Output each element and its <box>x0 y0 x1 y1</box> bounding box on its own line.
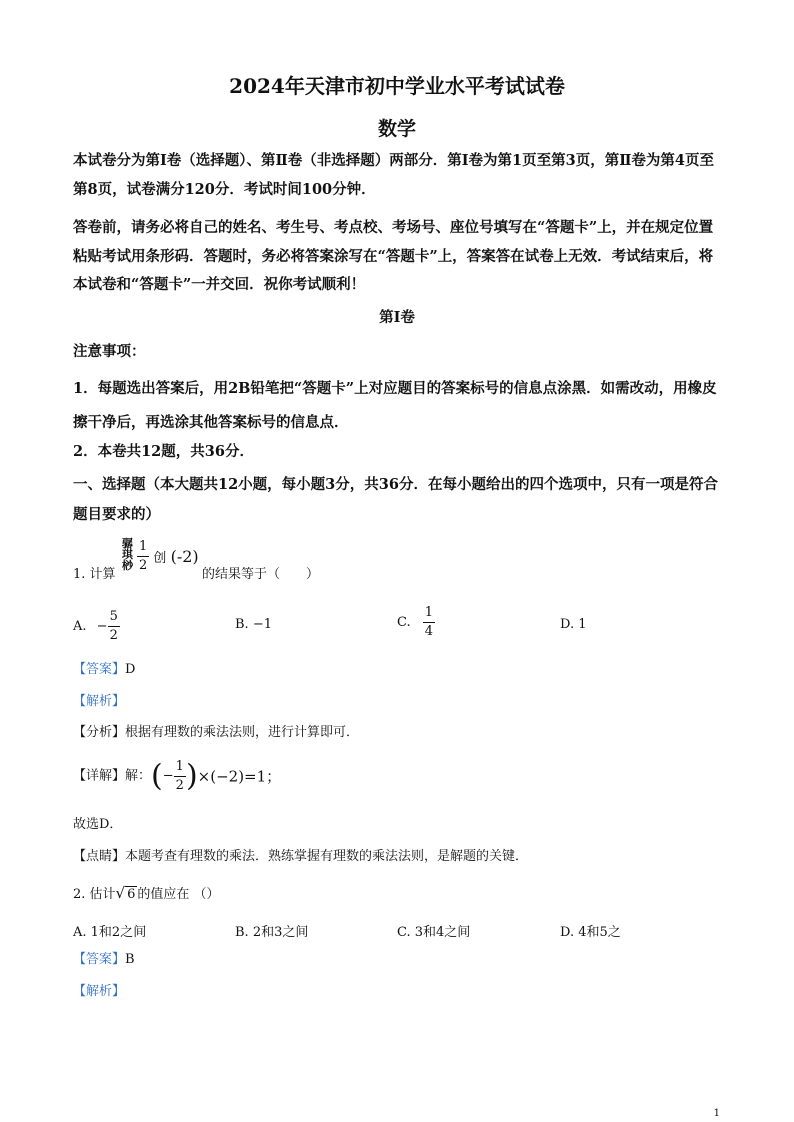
q1-option-c-label: C. <box>397 615 411 630</box>
q1-option-c <box>397 604 435 641</box>
q1-fenxi-text: 根据有理数的乘法法则，进行计算即可． <box>125 725 360 740</box>
q1-detail: 【详解】解：(− $\frac{1}{2}$ )×(−2)=1； <box>73 758 282 794</box>
q1-option-a-den: 2 <box>109 628 118 643</box>
q2-option-a: A. 1和2之间 <box>73 925 147 940</box>
q1-detail-open-paren: ( <box>151 758 163 794</box>
q1-option-a-num: 5 <box>108 608 120 627</box>
q1-expression <box>137 538 199 575</box>
q1-stem-prefix: 1. 计算 <box>73 567 116 582</box>
q1-frac-num: 1 <box>137 538 149 557</box>
intro-paragraph-2: 答卷前，请务必将自己的姓名、考生号、考点校、考场号、座位号填写在“答题卡”上，并在规定位置粘贴考试用条形码．答题时，务必将答案涂写在“答题卡”上，答案答在试卷上无效．考试结束后，将本试卷和“答题卡”一并交回．祝你考试顺利！ <box>73 219 714 293</box>
subject-title: 数学 <box>377 118 416 140</box>
page-number: 1 <box>713 1108 720 1119</box>
q1-arg: (-2) <box>170 547 199 566</box>
q2-answer-value: B <box>125 952 135 967</box>
q1-detail-den: 2 <box>175 778 184 793</box>
notice-heading: 注意事项： <box>73 343 146 360</box>
q2-radicand: 6 <box>127 887 136 902</box>
q2-stem-suffix: 的值应在 （） <box>137 887 220 902</box>
notice-item-1: 1．每题选出答案后，用2B铅笔把“答题卡”上对应题目的答案标号的信息点涂黑．如需改动，用橡皮擦干净后，再选涂其他答案标号的信息点． <box>73 380 717 431</box>
q2-option-b: B. 2和3之间 <box>235 925 309 940</box>
q1-option-a <box>73 608 120 645</box>
q1-answer-value: D <box>125 662 136 677</box>
q1-option-c-den: 4 <box>424 624 434 639</box>
q1-analysis-tag: 【解析】 <box>73 694 126 709</box>
volume-title: 第Ⅰ卷 <box>379 309 415 326</box>
q1-option-c-num: 1 <box>423 604 435 623</box>
q2-option-c: C. 3和4之间 <box>397 925 471 940</box>
intro-paragraph-1: 本试卷分为第Ⅰ卷（选择题）、第Ⅱ卷（非选择题）两部分．第Ⅰ卷为第1页至第3页，第Ⅱ卷为第4页至第8页，试卷满分120分．考试时间100分钟． <box>73 152 715 198</box>
q1-frac-den: 2 <box>139 558 148 573</box>
q1-mid-char: 创 <box>153 551 167 566</box>
q2-stem: 2. 估计√ 6 的值应在 （） <box>73 884 220 902</box>
q2-answer-tag: 【答案】 <box>73 952 126 967</box>
notice-item-2: 2．本卷共12题，共36分． <box>73 443 254 460</box>
q1-comment-tag: 【点睛】 <box>73 849 126 864</box>
section-heading: 一、选择题（本大题共12小题，每小题3分，共36分．在每小题给出的四个选项中，只有一项是符合题目要求的） <box>73 476 718 523</box>
q2-stem-prefix: 2. 估计 <box>73 887 116 902</box>
q1-conclusion: 故选D． <box>73 817 123 832</box>
q2-analysis-tag: 【解析】 <box>73 984 126 999</box>
q2-option-d: D. 4和5之 <box>560 925 621 940</box>
q1-answer <box>73 661 135 679</box>
q1-option-a-label: A. <box>73 619 87 634</box>
exam-title: 2024年天津市初中学业水平考试试卷 <box>229 74 565 98</box>
q1-detail-close-paren: ) <box>185 758 198 794</box>
q1-option-b: B. −1 <box>235 617 272 632</box>
q1-garbled-bracket: 骣琪桫 <box>122 537 133 572</box>
q1-comment <box>73 848 528 866</box>
q1-detail-tag: 【详解】 <box>73 768 126 784</box>
q1-detail-prefix: 解： <box>125 768 152 784</box>
q1-detail-num: 1 <box>174 758 186 777</box>
q1-option-a-sign: − <box>96 619 108 634</box>
q1-fenxi <box>73 724 359 742</box>
q1-fenxi-tag: 【分析】 <box>73 725 126 740</box>
q1-answer-tag: 【答案】 <box>73 662 126 677</box>
q1-option-d: D. 1 <box>560 617 587 632</box>
q1-stem-suffix: 的结果等于（ ） <box>202 567 320 582</box>
q1-detail-rest: ×(−2)=1； <box>197 767 282 786</box>
q1-comment-text: 本题考查有理数的乘法．熟练掌握有理数的乘法法则，是解题的关键． <box>125 849 529 864</box>
q2-answer <box>73 951 135 969</box>
